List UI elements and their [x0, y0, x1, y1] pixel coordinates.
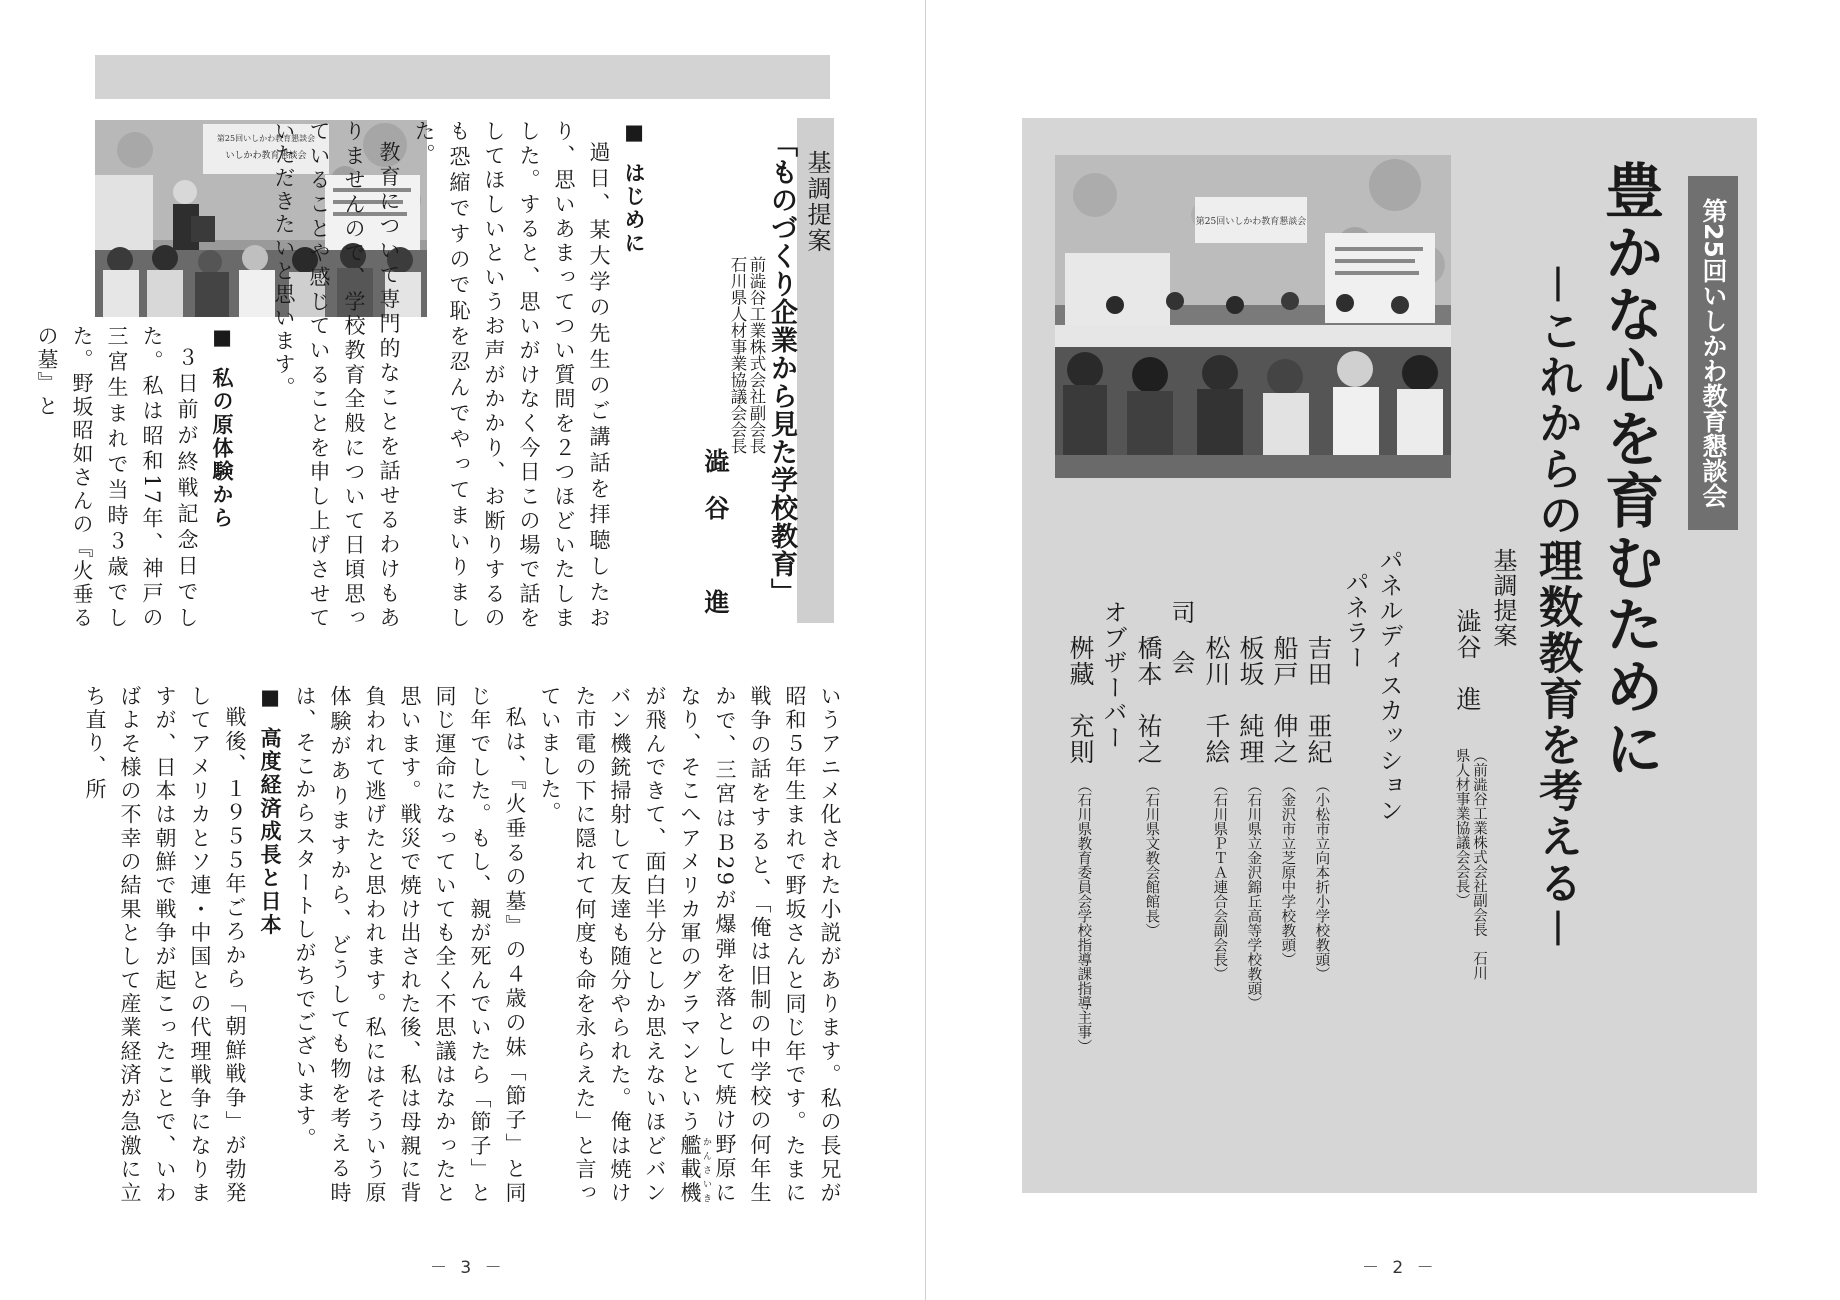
panelist-name: 板坂 純理	[1236, 635, 1265, 765]
article-title: 「ものづくり企業から見た学校教育」	[766, 130, 797, 606]
body-text-bottom	[83, 685, 847, 1205]
paragraph: 戦後、１９５５年ごろから「朝鮮戦争」が勃発してアメリカとソ連・中国との代理戦争になりますが、日本は朝鮮で戦争が起こったことで、いわばよそ様の不幸の結果として産業経済が急激に立ち直り、所	[83, 685, 247, 1205]
section-mark: ■	[258, 685, 282, 712]
observer-name: 桝藏 充則	[1066, 635, 1095, 765]
series-tag-text: 第25回いしかわ教育懇談会	[1699, 198, 1728, 508]
speaker-affiliation-line: 前澁谷工業株式会社副会長	[746, 256, 766, 454]
event-photo	[1055, 155, 1451, 478]
keynote-affiliation: （前澁谷工業株式会社副会長 石川県人材事業協議会会長）	[1453, 748, 1487, 980]
observer-label: オブザーバー	[1099, 600, 1127, 750]
main-title: 豊かな心を育むために	[1595, 160, 1664, 780]
panelist-affiliation: （石川県ＰＴＡ連合会副会長）	[1211, 778, 1228, 981]
speaker-name: 澁谷 進	[701, 448, 730, 636]
body-text-top-right	[272, 120, 651, 630]
paragraph: 教育について専門的なことを話せるわけもありませんので、学校教育全般について日頃思っていることや感じていることを申し上げさせていただきたいと思います。	[272, 120, 401, 630]
header-band	[95, 55, 830, 99]
keynote-label: 基調提案	[1489, 548, 1517, 648]
panelist-name: 船戸 伸之	[1270, 635, 1299, 765]
photo-banner-text: 第25回いしかわ教育懇談会	[1195, 217, 1307, 227]
panelist-affiliation: （金沢市立芝原中学校教頭）	[1279, 778, 1296, 967]
section-heading-growth: ■ 高度経済成長と日本	[252, 685, 287, 1205]
photo-banner-text: 第25回いしかわ教育懇談会	[216, 134, 316, 143]
panelist-affiliation: （小松市立向本折小学校教頭）	[1313, 778, 1330, 981]
page-number: － 2 －	[1362, 1258, 1438, 1278]
keynote-name: 澁谷 進	[1453, 608, 1482, 712]
panelists-label: パネラー	[1341, 570, 1369, 670]
paragraph: いうアニメ化された小説があります。私の長兄が昭和５年生まれで野坂さんと同じ年です。たまに戦争の話をすると、「俺は旧制の中学校の何年生かで、三宮はＢ29が爆弾を落として焼け野原になり、そこへアメリカ軍のグラマンという艦載機 かんさいきが飛んできて、面白半分としか思えないほどバンバン機銃掃射して友達も随分やられた。俺は焼けた市電の下に隠れて何度も命を永らえた」と言っていました。	[538, 685, 842, 1205]
moderator-name: 橋本 祐之	[1134, 635, 1163, 765]
panel-discussion-label: パネルディスカッション	[1375, 548, 1403, 823]
moderator-label: 司 会	[1167, 600, 1195, 675]
photo-banner-text: いしかわ教育懇談会	[225, 151, 307, 161]
ruby-reading: かんさいき	[701, 1134, 711, 1205]
panelist-name: 松川 千絵	[1202, 635, 1231, 765]
observer-affiliation: （石川県教育委員会学校指導課指導主事）	[1075, 778, 1092, 1054]
section-heading-intro: ■ はじめに	[616, 120, 651, 630]
ruby-base: 艦載機	[678, 1134, 702, 1205]
section-mark: ■	[622, 120, 646, 147]
main-subtitle: －これからの理数教育を考える－	[1531, 262, 1582, 952]
speaker-affiliation-line: 石川県人材事業協議会会長	[727, 256, 747, 454]
paragraph: ３日前が終戦記念日でした。私は昭和17年、神戸の三宮生まれで当時３歳でした。野坂昭如さんの『火垂るの墓』と	[35, 325, 199, 630]
body-text-top-left	[35, 325, 239, 630]
moderator-affiliation: （石川県文教会館館長）	[1143, 778, 1160, 938]
series-tag	[1688, 176, 1738, 530]
paragraph: 私は、『火垂るの墓』の４歳の妹「節子」と同じ年でした。もし、親が死んでいたら「節子」と同じ運命になっていても全く不思議はなかったと思います。戦災で焼け出された後、私は母親に背負われて逃げたと思われます。私にはそういう原体験がありますから、どうしても物を考える時は、そこからスタートしがちでございます。	[293, 685, 527, 1205]
keynote-heading-label: 基調提案	[803, 150, 831, 254]
panelist-name: 吉田 亜紀	[1304, 635, 1333, 765]
paragraph: 過日、某大学の先生のご講話を拝聴したおり、思いあまってつい質問を２つほどいたしました。すると、思いがけなく今日この場で話をしてほしいというお声がかかり、お断りするのも恐縮ですので恥を忍んでやってまいりました。	[412, 120, 611, 630]
panelist-affiliation: （石川県立金沢錦丘高等学校教頭）	[1245, 778, 1262, 1010]
page-number: － 3 －	[430, 1258, 506, 1278]
section-mark: ■	[210, 325, 234, 352]
section-heading-origin: ■ 私の原体験から	[204, 325, 239, 630]
